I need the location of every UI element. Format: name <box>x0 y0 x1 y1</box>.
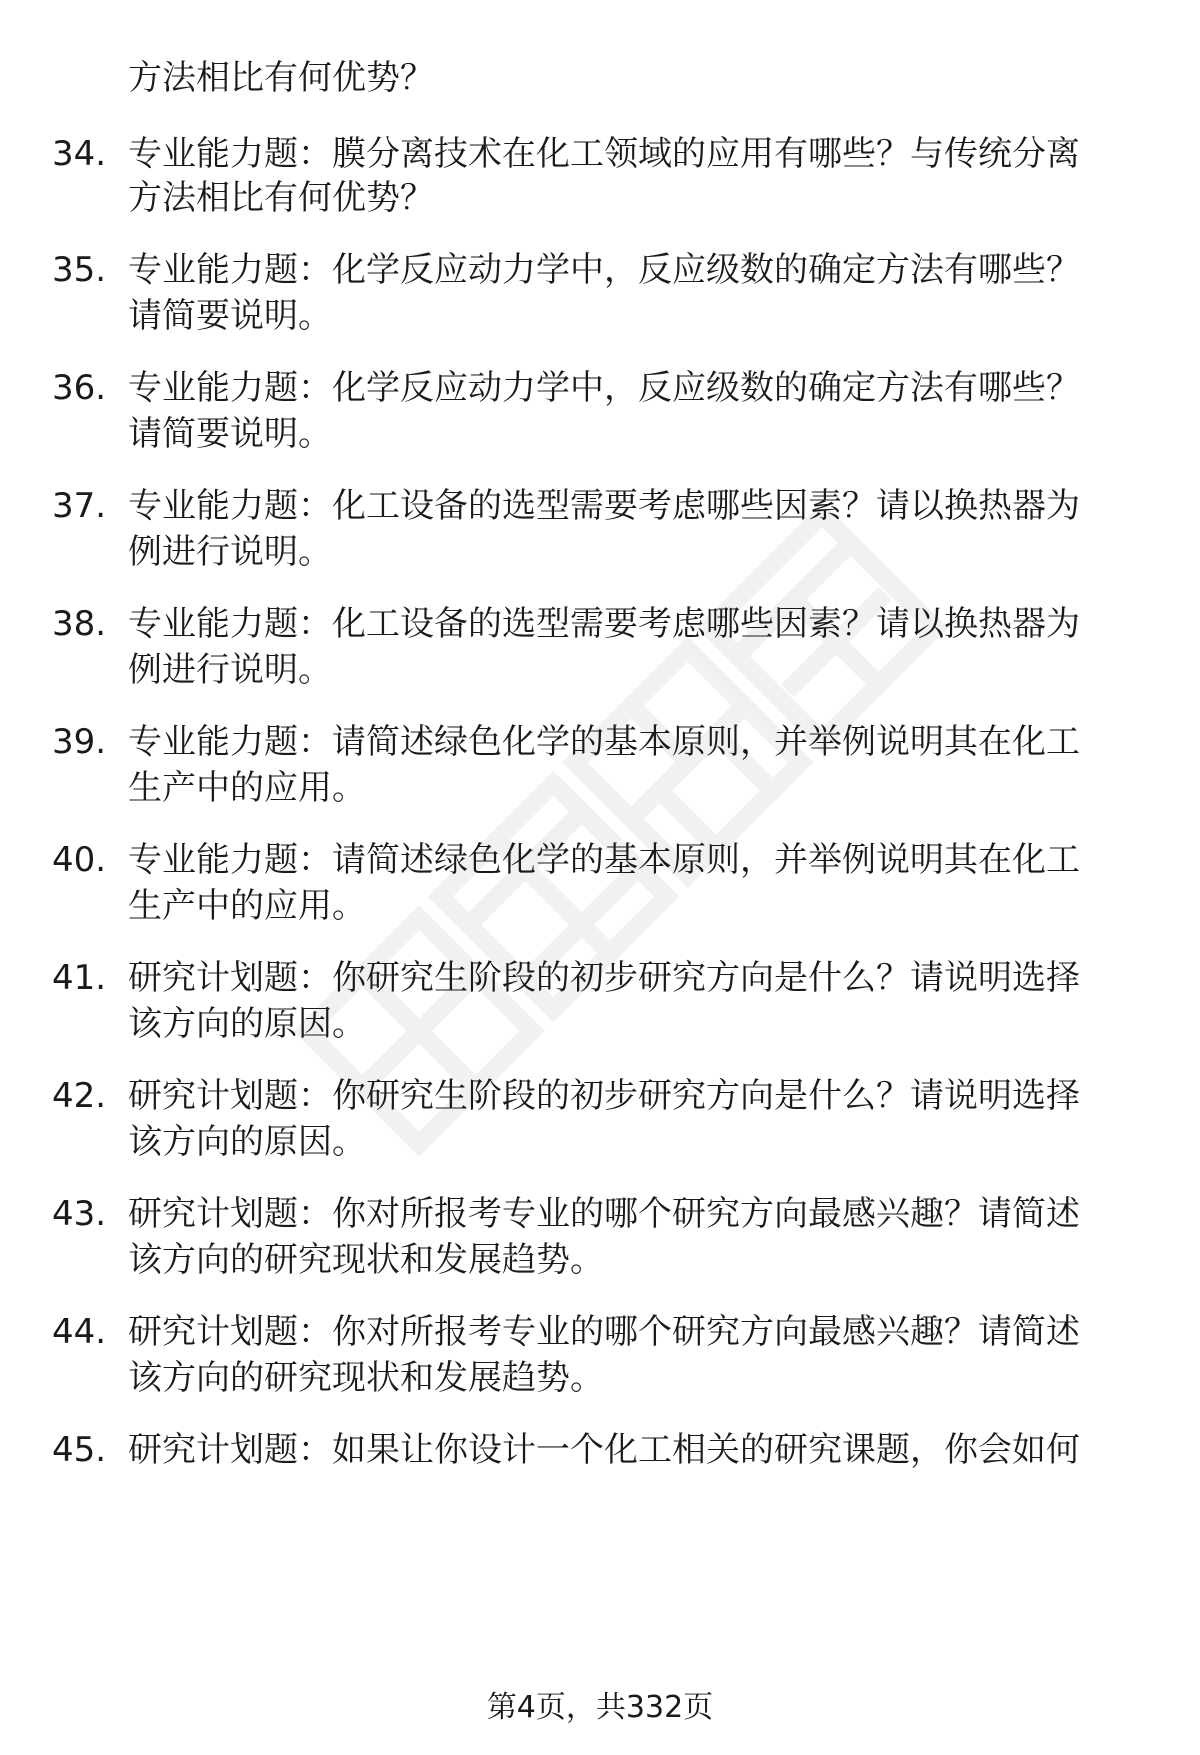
item-text-line1: 专业能力题：化学反应动力学中，反应级数的确定方法有哪些？ <box>128 368 1080 408</box>
item-number: 42. <box>52 1076 107 1116</box>
item-number: 37. <box>52 486 107 526</box>
item-text-line2: 生产中的应用。 <box>128 768 366 808</box>
item-text-line1: 专业能力题：请简述绿色化学的基本原则，并举例说明其在化工 <box>128 722 1080 762</box>
item-text-line1: 专业能力题：化学反应动力学中，反应级数的确定方法有哪些？ <box>128 250 1080 290</box>
item-text-line2: 该方向的原因。 <box>128 1122 366 1162</box>
item-number: 34. <box>52 134 107 174</box>
item-text-line1: 专业能力题：化工设备的选型需要考虑哪些因素？请以换热器为 <box>128 486 1080 526</box>
item-text-line1: 研究计划题：你研究生阶段的初步研究方向是什么？请说明选择 <box>128 1076 1080 1116</box>
page-footer: 第4页，共332页 <box>486 1690 714 1725</box>
item-number: 39. <box>52 722 107 762</box>
item-text-line1: 专业能力题：请简述绿色化学的基本原则，并举例说明其在化工 <box>128 840 1080 880</box>
item-text-line1: 研究计划题：你研究生阶段的初步研究方向是什么？请说明选择 <box>128 958 1080 998</box>
item-number: 43. <box>52 1194 107 1234</box>
item-number: 41. <box>52 958 107 998</box>
item-text-line2: 请简要说明。 <box>128 296 332 336</box>
continuation-line: 方法相比有何优势？ <box>128 58 434 98</box>
item-text-line2: 方法相比有何优势？ <box>128 178 434 218</box>
item-text-line2: 生产中的应用。 <box>128 886 366 926</box>
item-text-line1: 研究计划题：如果让你设计一个化工相关的研究课题，你会如何 <box>128 1430 1080 1470</box>
item-number: 36. <box>52 368 107 408</box>
item-text-line2: 例进行说明。 <box>128 532 332 572</box>
item-text-line2: 该方向的研究现状和发展趋势。 <box>128 1358 604 1398</box>
item-text-line1: 专业能力题：膜分离技术在化工领域的应用有哪些？与传统分离 <box>128 134 1080 174</box>
item-text-line2: 该方向的研究现状和发展趋势。 <box>128 1240 604 1280</box>
item-number: 45. <box>52 1430 107 1470</box>
item-number: 35. <box>52 250 107 290</box>
item-text-line1: 研究计划题：你对所报考专业的哪个研究方向最感兴趣？请简述 <box>128 1194 1080 1234</box>
item-text-line1: 研究计划题：你对所报考专业的哪个研究方向最感兴趣？请简述 <box>128 1312 1080 1352</box>
item-number: 40. <box>52 840 107 880</box>
item-text-line2: 例进行说明。 <box>128 650 332 690</box>
item-text-line2: 请简要说明。 <box>128 414 332 454</box>
item-text-line2: 该方向的原因。 <box>128 1004 366 1044</box>
item-text-line1: 专业能力题：化工设备的选型需要考虑哪些因素？请以换热器为 <box>128 604 1080 644</box>
item-number: 44. <box>52 1312 107 1352</box>
item-number: 38. <box>52 604 107 644</box>
